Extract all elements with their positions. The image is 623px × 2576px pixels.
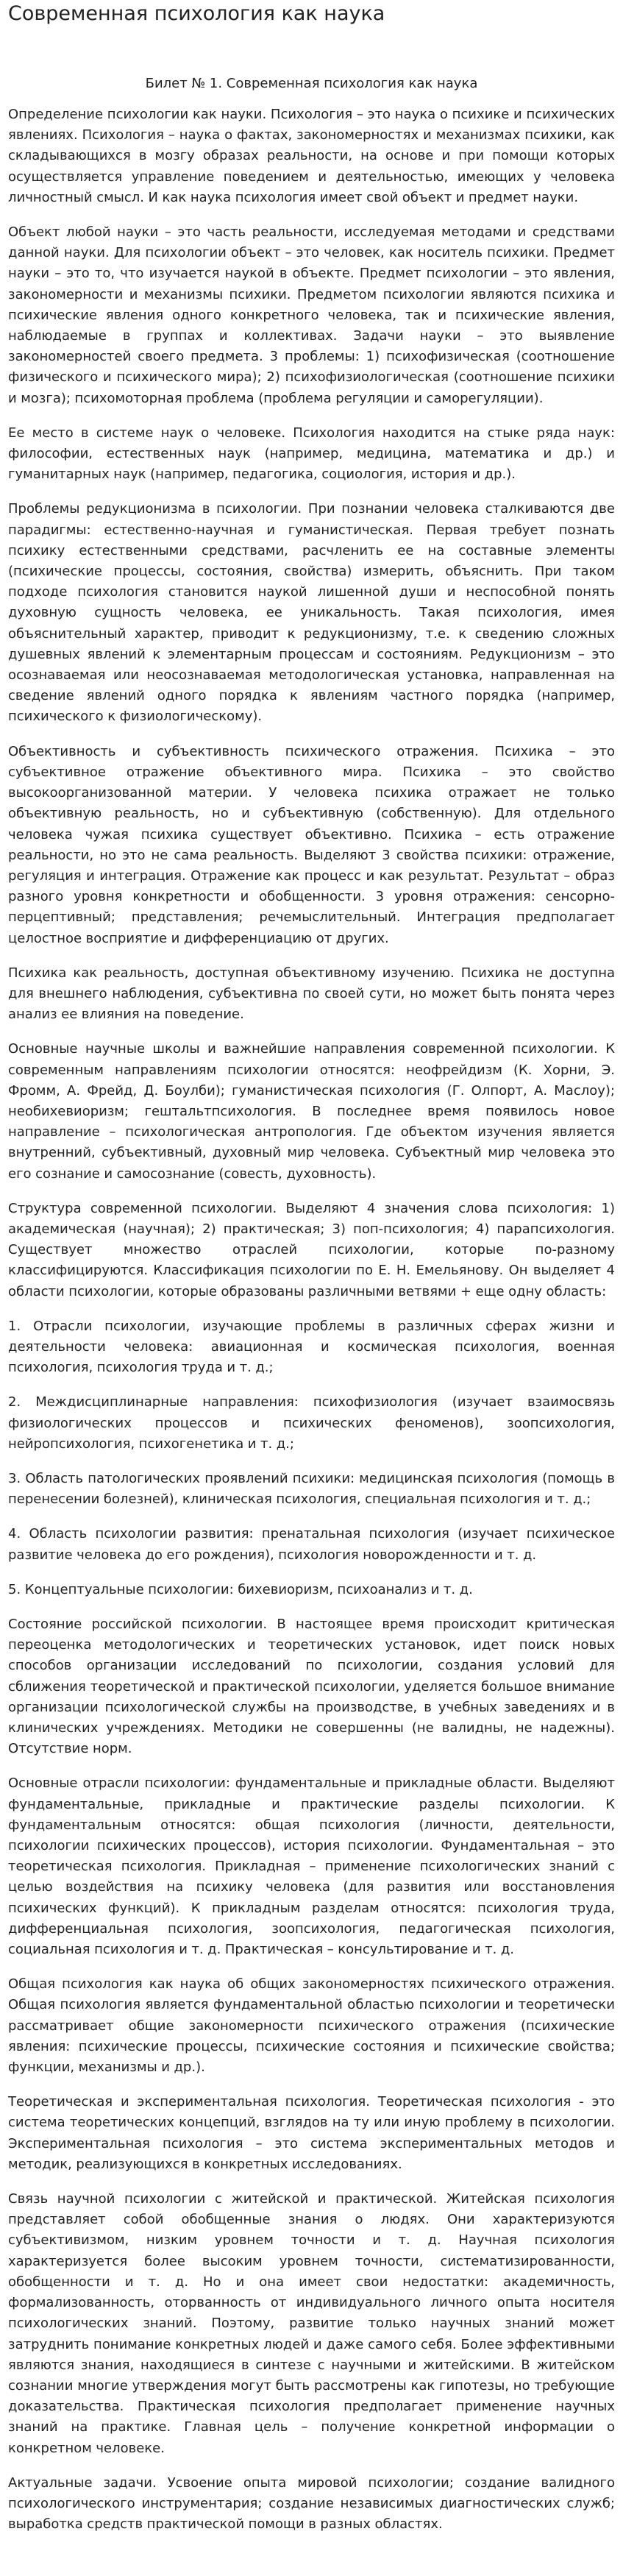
list-item-area-3: 3. Область патологических проявлений психики: медицинская психология (помощь в перенесении болезней), клиническая психология, специальная психология и т. д.;: [8, 1470, 615, 1508]
paragraph-definition: Определение психологии как науки. Психология – это наука о психике и психических явлениях. Психология – наука о фактах, закономерностях и механизмах психики, как складывающихся в мозгу образах реальности, на основе и при помощи которых осуществляется управление поведением и деятельностью, имеющих у человека личностный смысл. И как наука психология имеет свой объект и предмет науки.: [8, 107, 615, 205]
list-item-area-5: 5. Концептуальные психологии: бихевиоризм, психоанализ и т. д.: [8, 1581, 473, 1597]
paragraph-object-subject: Объект любой науки – это часть реальности, исследуемая методами и средствами данной науки. Для психологии объект – это человек, как носитель психики. Предмет науки – это то, что изучается наукой в объекте. Предмет психологии – это явления, закономерности и механизмы психики. Предметом психологии являются психика и психические явления одного конкретного человека, так и психические явления, наблюдаемые в группах и коллективах. Задачи науки – это выявление закономерностей своего предмета. 3 проблемы: 1) психофизическая (соотношение физического и психического мира); 2) психофизиологическая (соотношение психики и мозга); психомоторная проблема (проблема регуляции и саморегуляции).: [8, 224, 615, 406]
paragraph-schools: Основные научные школы и важнейшие направления современной психологии. К современным направлениям психологии относятся: неофрейдизм (К. Хорни, Э. Фромм, А. Фрейд, Д. Боулби); гуманистическая психология (Г. Олпорт, А. Маслоу); необихевиоризм; гештальтпсихология. В последнее время появилось новое направление – психологическая антропология. Где объектом изучения является внутренний, субъективный, духовный мир человека. Субъектный мир человека это его сознание и самосознание (совесть, духовность).: [8, 1041, 615, 1182]
list-item-area-1: 1. Отрасли психологии, изучающие проблемы в различных сферах жизни и деятельности человека: авиационная и космическая психология, военная психология, психология труда и т. д.;: [8, 1318, 615, 1376]
paragraph-place-in-sciences: Ее место в системе наук о человеке. Психология находится на стыке ряда наук: философии, естественных наук (например, медицина, математика и др.) и гуманитарных наук (например, педагогика, социология, история и др.).: [8, 425, 615, 483]
paragraph-objectivity: Объективность и субъективность психического отражения. Психика – это субъективное отражение объективного мира. Психика – это свойство высокоорганизованной материи. У человека психика отражает не только объективную реальность, но и субъективную (собственную). Для отдельного человека чужая психика существует объективно. Психика – есть отражение реальности, но это не сама реальность. Выделяют 3 свойства психики: отражение, регуляция и интеграция. Отражение как процесс и как результат. Результат – образ разного уровня конкретности и обобщенности. 3 уровня отражения: сенсорно-перцептивный; представления; речемыслительный. Интеграция предполагает целостное восприятие и дифференциацию от других.: [8, 743, 615, 946]
paragraph-psyche-reality: Психика как реальность, доступная объективному изучению. Психика не доступна для внешнего наблюдения, субъективна по своей сути, но может быть понята через анализ ее влияния на поведение.: [8, 965, 615, 1023]
paragraph-russian-psychology: Состояние российской психологии. В настоящее время происходит критическая переоценка методологических и теоретических установок, идет поиск новых способов организации исследований по психологии, создания условий для сближения теоретической и практической психологии, уделяется большое внимание организации психологической службы на производстве, в учебных заведениях и в клинических учреждениях. Методики не совершенны (не валидны, не надежны). Отсутствие норм.: [8, 1617, 615, 1757]
paragraph-current-tasks: Актуальные задачи. Усвоение опыта мировой психологии; создание валидного психологического инструментария; создание независимых диагностических служб; выработка средств практической помощи в разных областях.: [8, 2474, 615, 2533]
paragraph-general-psychology: Общая психология как наука об общих закономерностях психического отражения. Общая психология является фундаментальной областью психологии и теоретически рассматривает общие закономерности психического отражения (психические явления: психические процессы, психические состояния и психические свойства; функции, механизмы и др.).: [8, 1976, 615, 2076]
ticket-title: Билет № 1. Современная психология как наука: [145, 76, 478, 91]
paragraph-reductionism: Проблемы редукционизма в психологии. При познании человека сталкиваются две парадигмы: естественно-научная и гуманистическая. Первая требует познать психику естественными средствами, расчленить ее на составные элементы (психические процессы, состояния, свойства) измерить, объяснить. При таком подходе психология становится наукой лишенной души и неспособной понять духовную сущность человека, ее уникальность. Такая психология, имея объяснительный характер, приводит к редукционизму, т.е. к сведению сложных душевных явлений к элементарным процессам и состояниям. Редукционизм – это осознаваемая или неосознаваемая методологическая установка, направленная на сведение явлений одного порядка к явлениям частного порядка (например, психического к физиологическому).: [8, 501, 615, 725]
paragraph-branches: Основные отрасли психологии: фундаментальные и прикладные области. Выделяют фундаментальные, прикладные и практические разделы психологии. К фундаментальным относятся: общая психология (личности, деятельности, психологии психических процессов), история психологии. Фундаментальная – это теоретическая психология. Прикладная – применение психологических знаний с целью воздействия на психику человека (для развития или восстановления психических функций). К прикладным разделам относятся: психология труда, дифференциальная психология, зоопсихология, педагогическая психология, социальная психология и т. д. Практическая – консультирование и т. д.: [8, 1775, 615, 1958]
paragraph-structure: Структура современной психологии. Выделяют 4 значения слова психология: 1) академическая (научная); 2) практическая; 3) поп-психология; 4) парапсихология. Существует множество отраслей психологии, которые по-разному классифицируются. Классификация психологии по Е. Н. Емельянову. Он выделяет 4 области психологии, которые образованы различными ветвями + еще одну область:: [8, 1200, 615, 1299]
list-item-area-4: 4. Область психологии развития: пренатальная психология (изучает психическое развитие человека до его рождения), психология новорожденности и т. д.: [8, 1526, 615, 1563]
list-item-area-2: 2. Междисциплинарные направления: психофизиология (изучает взаимосвязь физиологических процессов и психических феноменов), зоопсихология, нейропсихология, психогенетика и т. д.;: [8, 1394, 615, 1452]
paragraph-everyday-psychology: Связь научной психологии с житейской и практической. Житейская психология представляет собой обобщенные знания о людях. Они характеризуются субъективизмом, низким уровнем точности и т. д. Научная психология характеризуется более высоким уровнем точности, систематизированности, обобщенности и т. д. Но и она имеет свои недостатки: академичность, формализованность, оторванность от индивидуального личного опыта носителя психологических знаний. Поэтому, развитие только научных знаний может затруднить понимание конкретных людей и даже самого себя. Более эффективными являются знания, находящиеся в синтезе с научными и житейскими. В житейском сознании многие утверждения могут быть рассмотрены как гипотезы, но требующие доказательства. Практическая психология предполагает применение научных знаний на практике. Главная цель – получение конкретной информации о конкретном человеке.: [8, 2191, 615, 2456]
article-body: [8, 104, 615, 2535]
page-title: Современная психология как наука: [8, 2, 385, 25]
paragraph-theoretical-experimental: Теоретическая и экспериментальная психология. Теоретическая психология - это система теоретических концепций, взглядов на ту или иную проблему в психологии. Экспериментальная психология – это система экспериментальных методов и методик, реализующихся в конкретных исследованиях.: [8, 2094, 615, 2172]
